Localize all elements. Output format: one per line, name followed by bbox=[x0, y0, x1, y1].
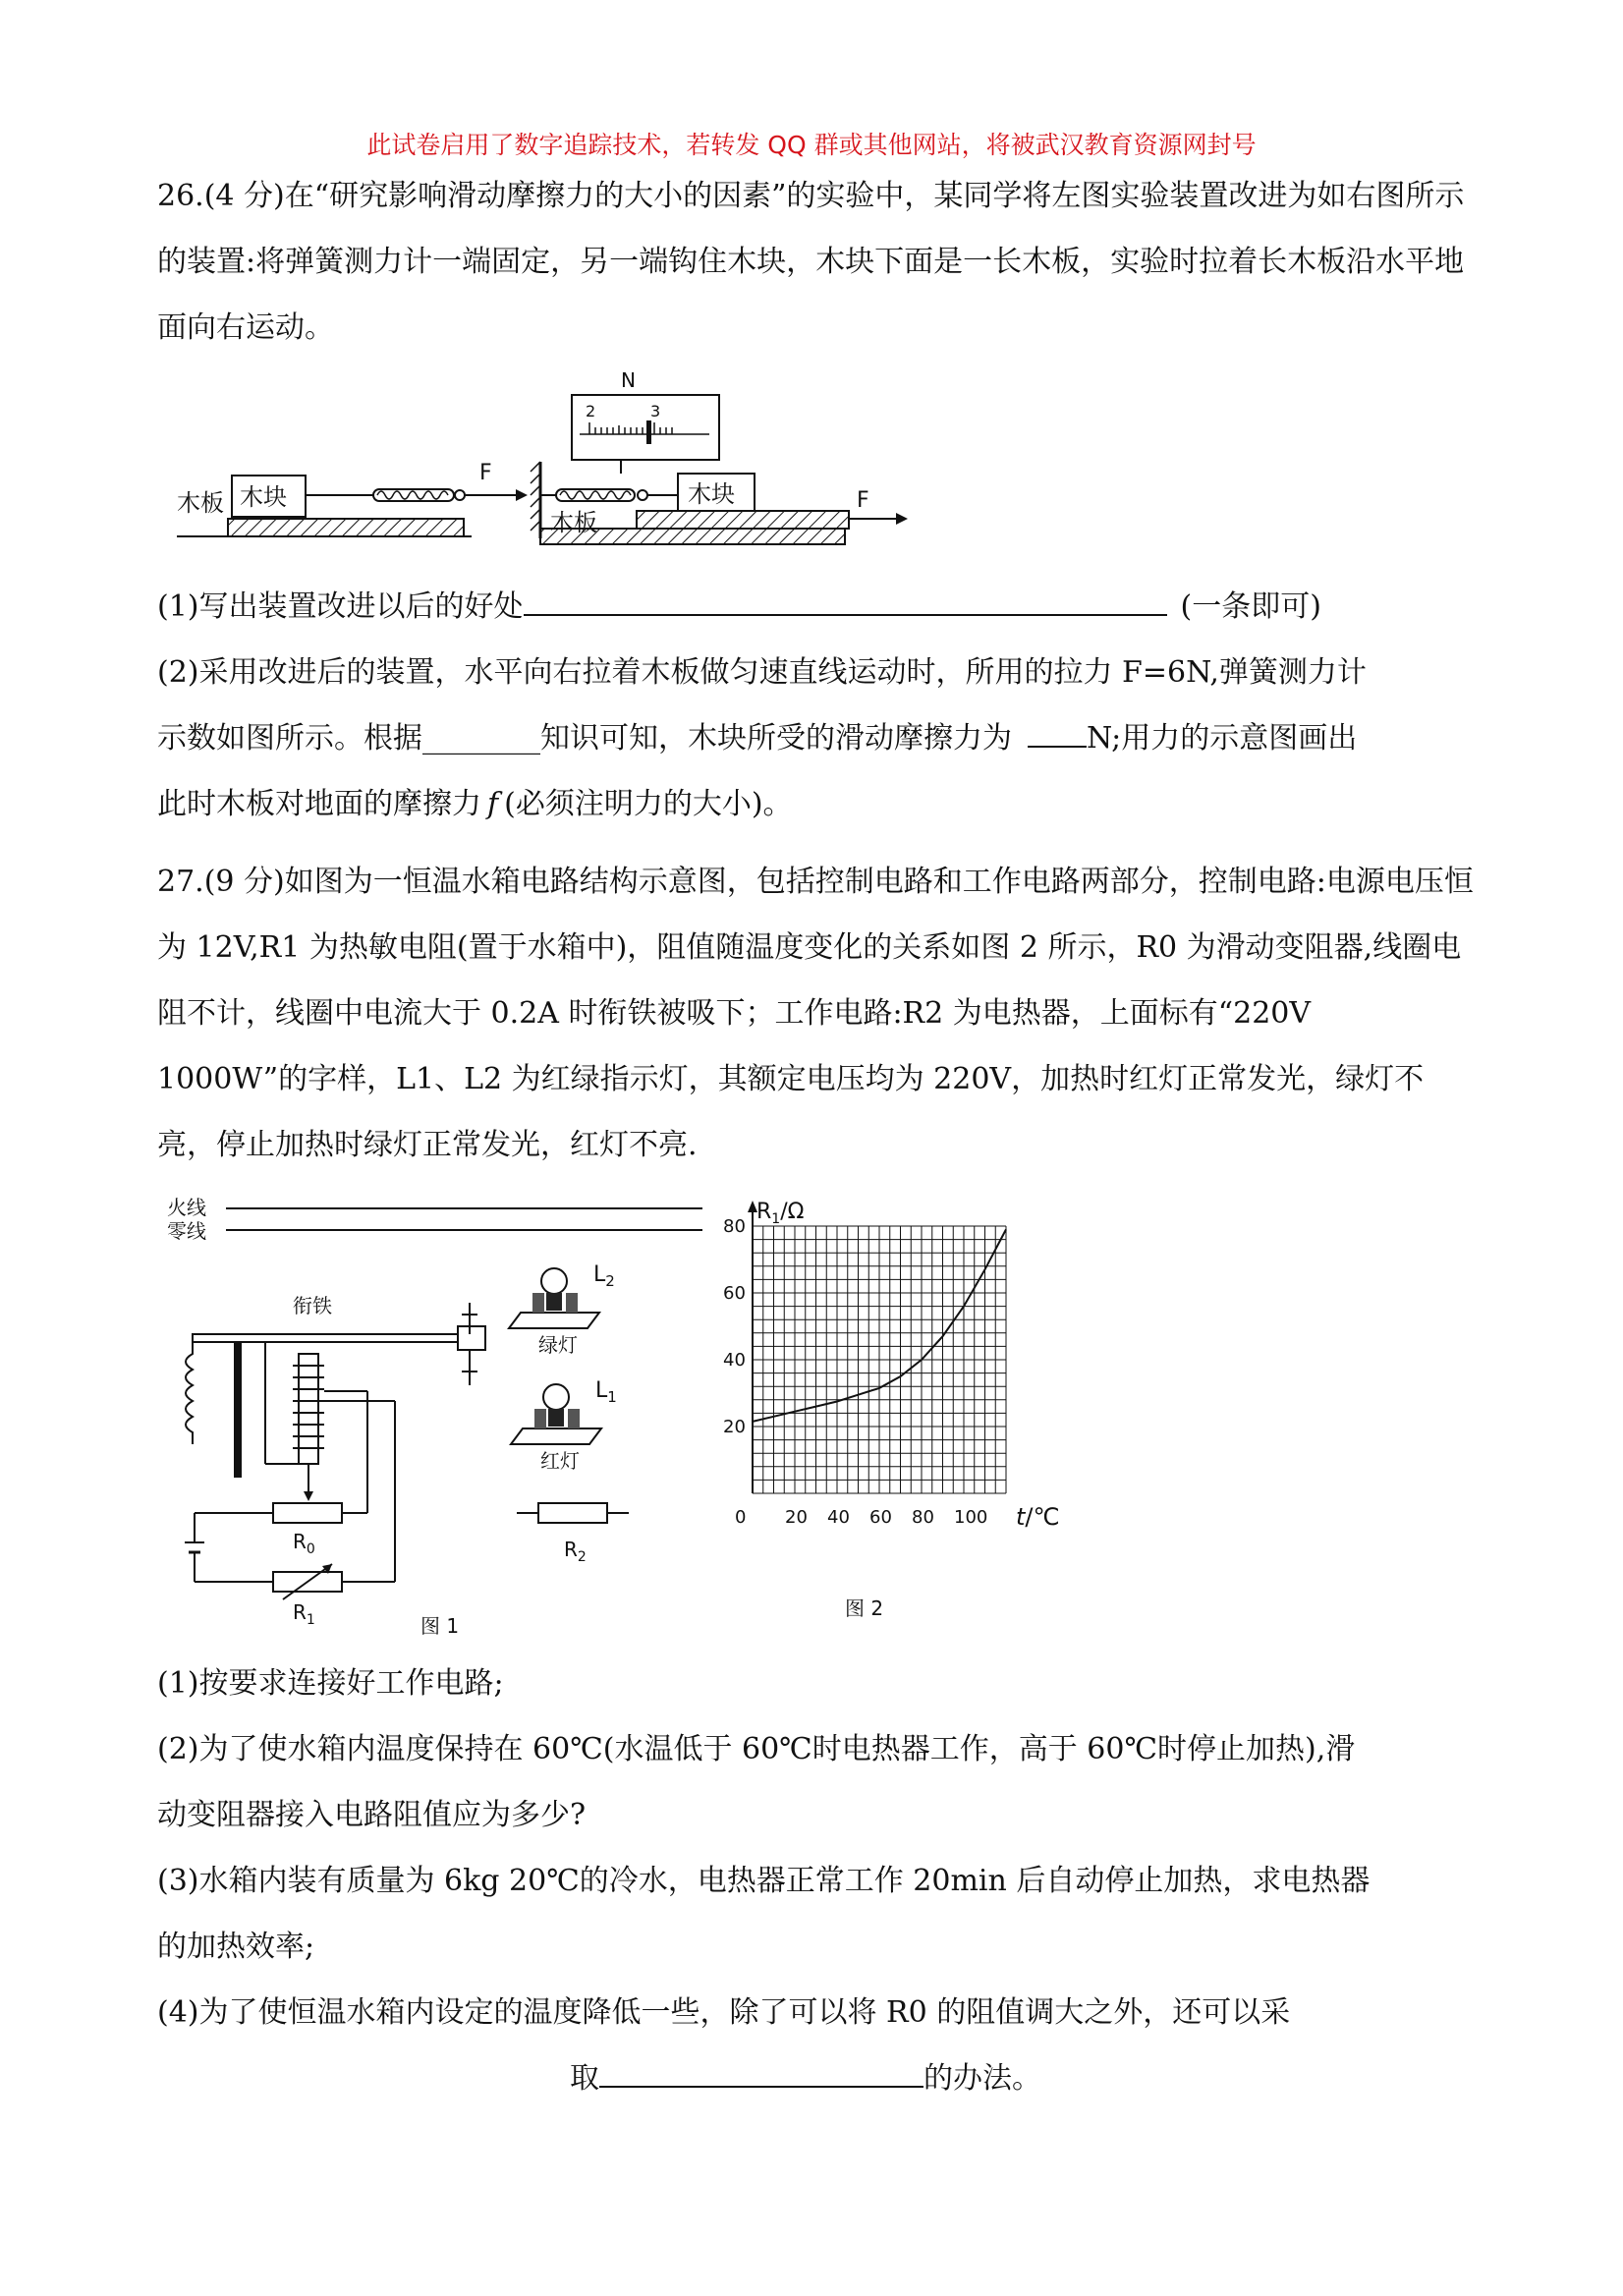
meter-pointer bbox=[646, 420, 651, 444]
l2-label: $L_2$ bbox=[593, 1262, 615, 1290]
x-tick-label: 0 bbox=[735, 1507, 747, 1528]
right-force-label: F bbox=[857, 488, 869, 513]
y-axis-label: $R_1/\Omega$ bbox=[756, 1200, 805, 1227]
q27-part4-line1: (4)为了使恒温水箱内设定的温度降低一些，除了可以将 R0 的阻值调大之外，还可以采 bbox=[157, 1995, 1291, 2030]
r2-label: $R_2$ bbox=[564, 1538, 587, 1565]
q26-part1: (1)写出装置改进以后的好处 (一条即可) bbox=[157, 589, 1321, 624]
watermark-banner: 此试卷启用了数字追踪技术，若转发 QQ 群或其他网站，将被武汉教育资源网封号 bbox=[366, 131, 1257, 159]
y-tick-label: 60 bbox=[723, 1283, 746, 1304]
left-block-label: 木块 bbox=[240, 483, 287, 511]
right-block-label: 木块 bbox=[688, 480, 735, 508]
right-board bbox=[637, 511, 849, 529]
red-lamp-label: 红灯 bbox=[540, 1449, 580, 1473]
x-tick-label: 40 bbox=[827, 1507, 850, 1528]
q27-part1: (1)按要求连接好工作电路; bbox=[157, 1666, 504, 1701]
figure1-caption: 图 1 bbox=[420, 1614, 460, 1638]
q27-part3-line2: 的加热效率; bbox=[157, 1930, 315, 1964]
r0-resistor bbox=[273, 1503, 342, 1523]
meter-unit: N bbox=[621, 368, 636, 392]
r2-heater bbox=[517, 1503, 629, 1565]
q26-figure bbox=[167, 364, 914, 560]
q27-figure-1 bbox=[167, 1179, 717, 1641]
left-board bbox=[228, 519, 464, 536]
x-tick-label: 80 bbox=[912, 1507, 934, 1528]
x-tick-label: 100 bbox=[954, 1507, 988, 1528]
armature-label: 衔铁 bbox=[293, 1294, 332, 1317]
armature bbox=[193, 1334, 458, 1342]
figure2-caption: 图 2 bbox=[845, 1596, 884, 1620]
q27-part2-line2: 动变阻器接入电路阻值应为多少? bbox=[157, 1798, 587, 1832]
answer-blank[interactable] bbox=[524, 588, 1167, 616]
y-tick-label: 20 bbox=[723, 1417, 746, 1437]
q26-part2-line3: 此时木板对地面的摩擦力 f (必须注明力的大小)。 bbox=[157, 787, 793, 821]
r1-label: $R_1$ bbox=[293, 1600, 315, 1628]
meter-tick-3: 3 bbox=[650, 402, 661, 420]
l1-label: $L_1$ bbox=[595, 1378, 617, 1406]
q26-part2-line1: (2)采用改进后的装置，水平向右拉着木板做匀速直线运动时，所用的拉力 F=6N,弹簧测力计 bbox=[157, 655, 1367, 690]
q26-stem: 26.(4 分)在“研究影响滑动摩擦力的大小的因素”的实验中，某同学将左图实验装置改进为如右图所示的装置:将弹簧测力计一端固定，另一端钩住木块，木块下面是一长木板，实验时拉着长木板沿水平地面向右运动。 bbox=[157, 179, 1465, 345]
red-lamp-l1 bbox=[511, 1378, 617, 1473]
y-tick-label: 40 bbox=[723, 1350, 746, 1371]
x-axis-label: t/℃ bbox=[1016, 1503, 1060, 1531]
live-wire-label: 火线 bbox=[167, 1196, 206, 1219]
green-lamp-l2 bbox=[509, 1262, 615, 1357]
left-board-label: 木板 bbox=[177, 489, 224, 517]
q27-figure-2-graph bbox=[717, 1199, 1091, 1631]
x-tick-label: 20 bbox=[785, 1507, 808, 1528]
right-board-label: 木板 bbox=[550, 509, 597, 536]
answer-blank[interactable]: ________ bbox=[422, 721, 540, 756]
q27-stem: 27.(9 分)如图为一恒温水箱电路结构示意图，包括控制电路和工作电路两部分，控制电路:电源电压恒为 12V,R1 为热敏电阻(置于水箱中)，阻值随温度变化的关系如图 2 所示，R0 为滑动变阻器,线圈电阻不计，线圈中电流大于 0.2A 时衔铁被吸下；工作电路:R2 为电热器，上面标有“220V 1000W”的字样，L1、L2 为红绿指示灯，其额定电压均为 220V，加热时红灯正常发光，绿灯不亮，停止加热时绿灯正常发光，红灯不亮. bbox=[157, 865, 1474, 1162]
q27-part3-line1: (3)水箱内装有质量为 6kg 20℃的冷水，电热器正常工作 20min 后自动停止加热，求电热器 bbox=[157, 1864, 1371, 1898]
q27-part4-line2: 取 的办法。 bbox=[570, 2061, 1041, 2096]
r0-label: $R_0$ bbox=[293, 1530, 315, 1557]
x-tick-label: 60 bbox=[869, 1507, 892, 1528]
green-lamp-label: 绿灯 bbox=[538, 1333, 578, 1357]
meter-tick-2: 2 bbox=[586, 402, 596, 420]
answer-blank[interactable] bbox=[599, 2060, 923, 2088]
neutral-wire-label: 零线 bbox=[167, 1219, 206, 1243]
y-tick-label: 80 bbox=[723, 1216, 746, 1237]
answer-blank[interactable] bbox=[1028, 720, 1087, 748]
left-force-label: F bbox=[479, 461, 492, 485]
q27-part2-line1: (2)为了使水箱内温度保持在 60℃(水温低于 60℃时电热器工作，高于 60℃时停止加热),滑 bbox=[157, 1732, 1356, 1766]
q26-part2-line2: 示数如图所示。根据________知识可知，木块所受的滑动摩擦力为 N;用力的示意图画出 bbox=[157, 721, 1358, 756]
